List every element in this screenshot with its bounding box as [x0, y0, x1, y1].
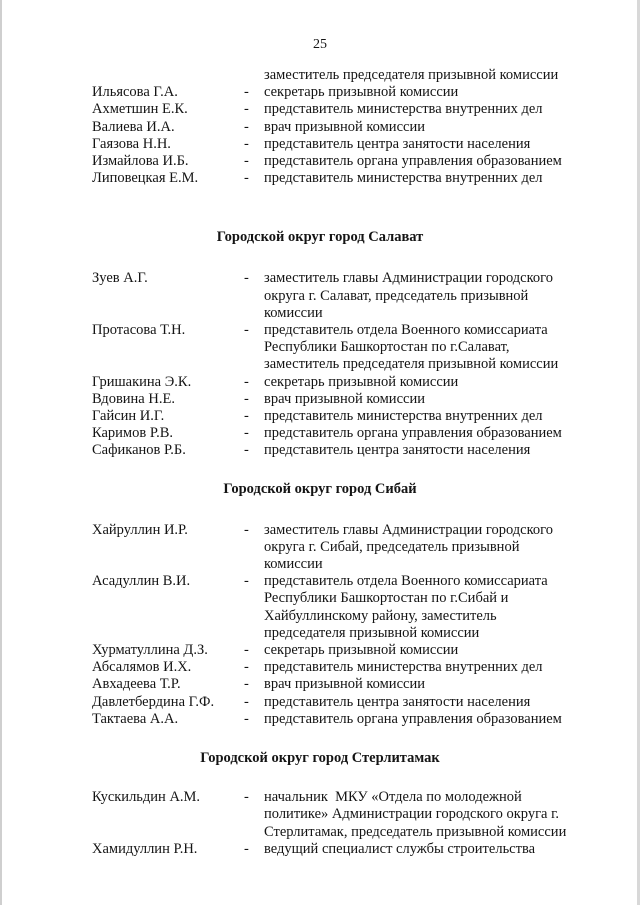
- member-role: представитель центра занятости населения: [264, 442, 531, 459]
- member-name: Сафиканов Р.Б.: [92, 442, 186, 459]
- member-name: Хамидуллин Р.Н.: [92, 840, 198, 857]
- dash: -: [244, 135, 249, 152]
- dash: -: [244, 84, 249, 101]
- section-members-sibay: [92, 522, 602, 728]
- member-row: [92, 408, 602, 425]
- dash: -: [244, 270, 249, 287]
- member-role: врач призывной комиссии: [264, 676, 425, 693]
- member-row: [92, 136, 602, 153]
- member-role: представитель центра занятости населения: [264, 693, 531, 710]
- member-row: [92, 270, 602, 322]
- member-name: Авхадеева Т.Р.: [92, 676, 181, 693]
- member-role: представитель органа управления образованием: [264, 425, 562, 442]
- dash: -: [244, 573, 249, 590]
- dash: -: [244, 118, 249, 135]
- section-members-sterlitamak: [92, 789, 602, 858]
- member-row: [92, 425, 602, 442]
- continuation-line: [92, 67, 602, 84]
- dash: -: [244, 521, 249, 538]
- member-role: представитель отдела Военного комиссариата Республики Башкортостан по г.Салават, заместитель председателя призывной комиссии: [264, 322, 559, 373]
- member-name: Абсалямов И.Х.: [92, 659, 192, 676]
- member-name: Хайруллин И.Р.: [92, 521, 188, 538]
- dash: -: [244, 642, 249, 659]
- member-row: [92, 119, 602, 136]
- dash: -: [244, 373, 249, 390]
- member-name: Каримов Р.В.: [92, 425, 173, 442]
- scan-edge-left: [0, 0, 2, 905]
- member-role: заместитель главы Администрации городского округа г. Салават, председатель призывной комиссии: [264, 270, 553, 321]
- member-name: Валиева И.А.: [92, 118, 175, 135]
- dash: -: [244, 408, 249, 425]
- member-name: Гайсин И.Г.: [92, 408, 165, 425]
- dash: -: [244, 693, 249, 710]
- member-row: [92, 789, 602, 841]
- member-role: ведущий специалист службы строительства: [264, 840, 536, 857]
- member-name: Ильясова Г.А.: [92, 84, 178, 101]
- member-name: Липовецкая Е.М.: [92, 170, 199, 187]
- dash: -: [244, 322, 249, 339]
- member-role: заместитель председателя призывной комиссии: [264, 67, 559, 83]
- member-role: заместитель главы Администрации городского округа г. Сибай, председатель призывной комиссии: [264, 521, 553, 573]
- dash: -: [244, 710, 249, 727]
- member-role: представитель министерства внутренних дел: [264, 170, 543, 187]
- member-name: Гаязова Н.Н.: [92, 135, 171, 152]
- member-name: Ахметшин Е.К.: [92, 101, 188, 118]
- member-row: [92, 374, 602, 391]
- member-row: [92, 573, 602, 642]
- dash: -: [244, 170, 249, 187]
- member-name: Давлетбердина Г.Ф.: [92, 693, 215, 710]
- member-row: [92, 642, 602, 659]
- member-name: Тактаева А.А.: [92, 710, 179, 727]
- member-role: представитель министерства внутренних дел: [264, 408, 543, 425]
- member-role: представитель центра занятости населения: [264, 135, 531, 152]
- member-name: Измайлова И.Б.: [92, 153, 189, 170]
- member-name: Протасова Т.Н.: [92, 322, 186, 339]
- member-name: Кускильдин А.М.: [92, 789, 201, 806]
- section-members-salavat: [92, 270, 602, 459]
- member-row: [92, 391, 602, 408]
- dash: -: [244, 676, 249, 693]
- member-row: [92, 101, 602, 118]
- dash: -: [244, 789, 249, 806]
- member-row: [92, 676, 602, 693]
- section-heading-salavat: Городской округ город Салават: [216, 229, 424, 246]
- section-heading-sibay: Городской округ город Сибай: [223, 480, 417, 497]
- member-role: представитель отдела Военного комиссариата Республики Башкортостан по г.Сибай и Хайбуллинскому району, заместитель председателя призывной комиссии: [264, 573, 548, 641]
- member-role: врач призывной комиссии: [264, 118, 425, 135]
- dash: -: [244, 153, 249, 170]
- dash: -: [244, 840, 249, 857]
- dash: -: [244, 390, 249, 407]
- dash: -: [244, 425, 249, 442]
- member-name: Гришакина Э.К.: [92, 373, 192, 390]
- dash: -: [244, 659, 249, 676]
- member-row: [92, 170, 602, 187]
- member-name: Вдовина Н.Е.: [92, 390, 175, 407]
- member-name: Хурматуллина Д.З.: [92, 642, 208, 659]
- member-role: секретарь призывной комиссии: [264, 373, 459, 390]
- member-role: представитель министерства внутренних дел: [264, 659, 543, 676]
- member-name: Зуев А.Г.: [92, 270, 148, 287]
- member-role: врач призывной комиссии: [264, 390, 425, 407]
- dash: -: [244, 101, 249, 118]
- page-number: 25: [313, 37, 327, 52]
- member-row: [92, 322, 602, 374]
- member-row: [92, 694, 602, 711]
- member-name: Асадуллин В.И.: [92, 573, 191, 590]
- member-role: секретарь призывной комиссии: [264, 642, 459, 659]
- member-row: [92, 522, 602, 574]
- member-row: [92, 711, 602, 728]
- member-role: представитель министерства внутренних дел: [264, 101, 543, 118]
- member-row: [92, 84, 602, 101]
- document-body: [92, 67, 602, 858]
- member-role: начальник МКУ «Отдела по молодежной политике» Администрации городского округа г. Стерлитамак, председатель призывной комиссии: [264, 789, 567, 840]
- member-row: [92, 841, 602, 858]
- member-row: [92, 442, 602, 459]
- member-role: представитель органа управления образованием: [264, 710, 562, 727]
- member-row: [92, 153, 602, 170]
- member-role: секретарь призывной комиссии: [264, 84, 459, 101]
- member-role: представитель органа управления образованием: [264, 153, 562, 170]
- member-row: [92, 659, 602, 676]
- section-heading-sterlitamak: Городской округ город Стерлитамак: [200, 750, 440, 767]
- dash: -: [244, 442, 249, 459]
